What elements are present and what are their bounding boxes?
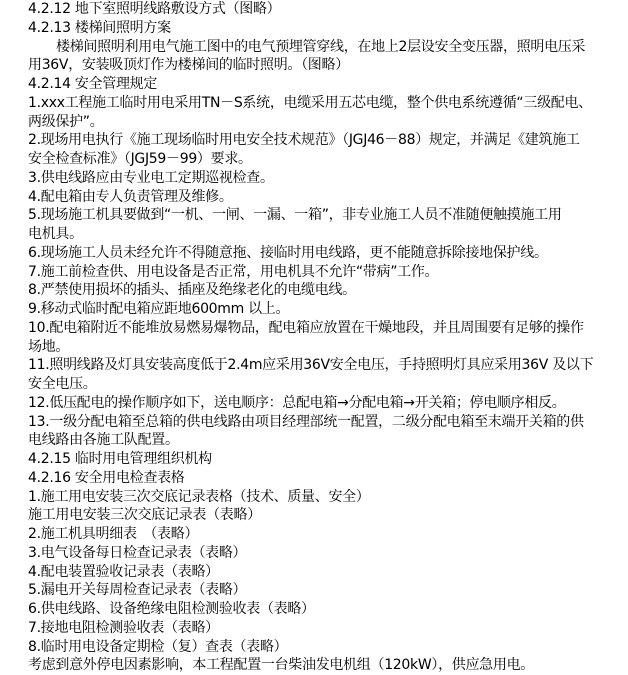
text-line: 电机具。 (28, 226, 83, 242)
text-line: 考虑到意外停电因素影响，本工程配置一台柴油发电机组（120kW），供应急用电。 (28, 657, 534, 674)
section-heading: 4.2.13 楼梯间照明方案 (28, 19, 171, 36)
text-line: 1.施工用电安装三次交底记录表格（技术、质量、安全） (28, 488, 370, 505)
section-heading: 4.2.16 安全用电检查表格 (28, 469, 185, 486)
text-line: 5.现场施工机具要做到“一机、一闸、一漏、一箱”，非专业施工人员不准随便触摸施工用 (28, 207, 562, 224)
section-heading: 4.2.14 安全管理规定 (28, 76, 158, 92)
text-line: 7.施工前检查供、用电设备是否正常，用电机具不允许“带病”工作。 (28, 263, 439, 280)
text-line: 3.供电线路应由专业电工定期巡视检查。 (28, 169, 274, 186)
text-line: 8.临时用电设备定期检（复）查表（表略） (28, 638, 288, 655)
text-line: 电线路由各施工队配置。 (28, 432, 179, 449)
section-heading: 4.2.12 地下室照明线路敷设方式（图略） (28, 1, 281, 17)
section-heading: 4.2.15 临时用电管理组织机构 (28, 451, 212, 467)
text-line: 用36V，安装吸顶灯作为楼梯间的临时照明。（图略） (28, 57, 349, 74)
text-line: 2.现场用电执行《施工现场临时用电安全技术规范》（JGJ46－88）规定，并满足《建筑施工 (28, 132, 580, 149)
text-line: 1.xxx工程施工临时用电采用TN－S系统，电缆采用五芯电缆，整个供电系统遵循“三级配电、 (28, 94, 592, 111)
text-line: 4.配电装置验收记录表（表略） (28, 563, 219, 580)
text-line: 2.施工机具明细表 （表略） (28, 526, 199, 542)
text-line: 11.照明线路及灯具安装高度低于2.4m应采用36V安全电压，手持照明灯具应采用36V 及以下 (28, 357, 594, 374)
text-line: 9.移动式临时配电箱应距地600mm 以上。 (28, 301, 290, 317)
text-line: 场地。 (28, 338, 70, 355)
text-line: 4.配电箱由专人负责管理及维修。 (28, 188, 233, 205)
text-line: 6.供电线路、设备绝缘电阻检测验收表（表略） (28, 601, 315, 617)
text-line: 施工用电安装三次交底记录表（表略） (28, 507, 261, 524)
text-line: 两级保护”。 (28, 113, 104, 130)
text-line: 13.一级分配电箱至总箱的供电线路由项目经理部统一配置，二级分配电箱至末端开关箱的供 (28, 413, 584, 430)
text-line: 7.接地电阻检测验收表（表略） (28, 619, 219, 636)
text-line: 安全电压。 (28, 376, 97, 392)
text-line: 10.配电箱附近不能堆放易燃易爆物品，配电箱应放置在干燥地段，并且周围要有足够的操作 (28, 319, 584, 336)
text-line: 3.电气设备每日检查记录表（表略） (28, 544, 247, 561)
text-line: 6.现场施工人员未经允许不得随意拖、接临时用电线路，更不能随意拆除接地保护线。 (28, 244, 548, 261)
text-line: 5.漏电开关每周检查记录表（表略） (28, 582, 247, 599)
document-body (28, 0, 628, 675)
text-line: 12.低压配电的操作顺序如下，送电顺序：总配电箱→分配电箱→开关箱；停电顺序相反。 (28, 394, 566, 411)
text-line: 安全检查标准》（JGJ59－99）要求。 (28, 151, 252, 167)
text-line: 8.严禁使用损坏的插头、插座及绝缘老化的电缆电线。 (28, 282, 356, 299)
text-line: 楼梯间照明利用电气施工图中的电气预埋管穿线，在地上2层设安全变压器，照明电压采 (56, 38, 586, 55)
